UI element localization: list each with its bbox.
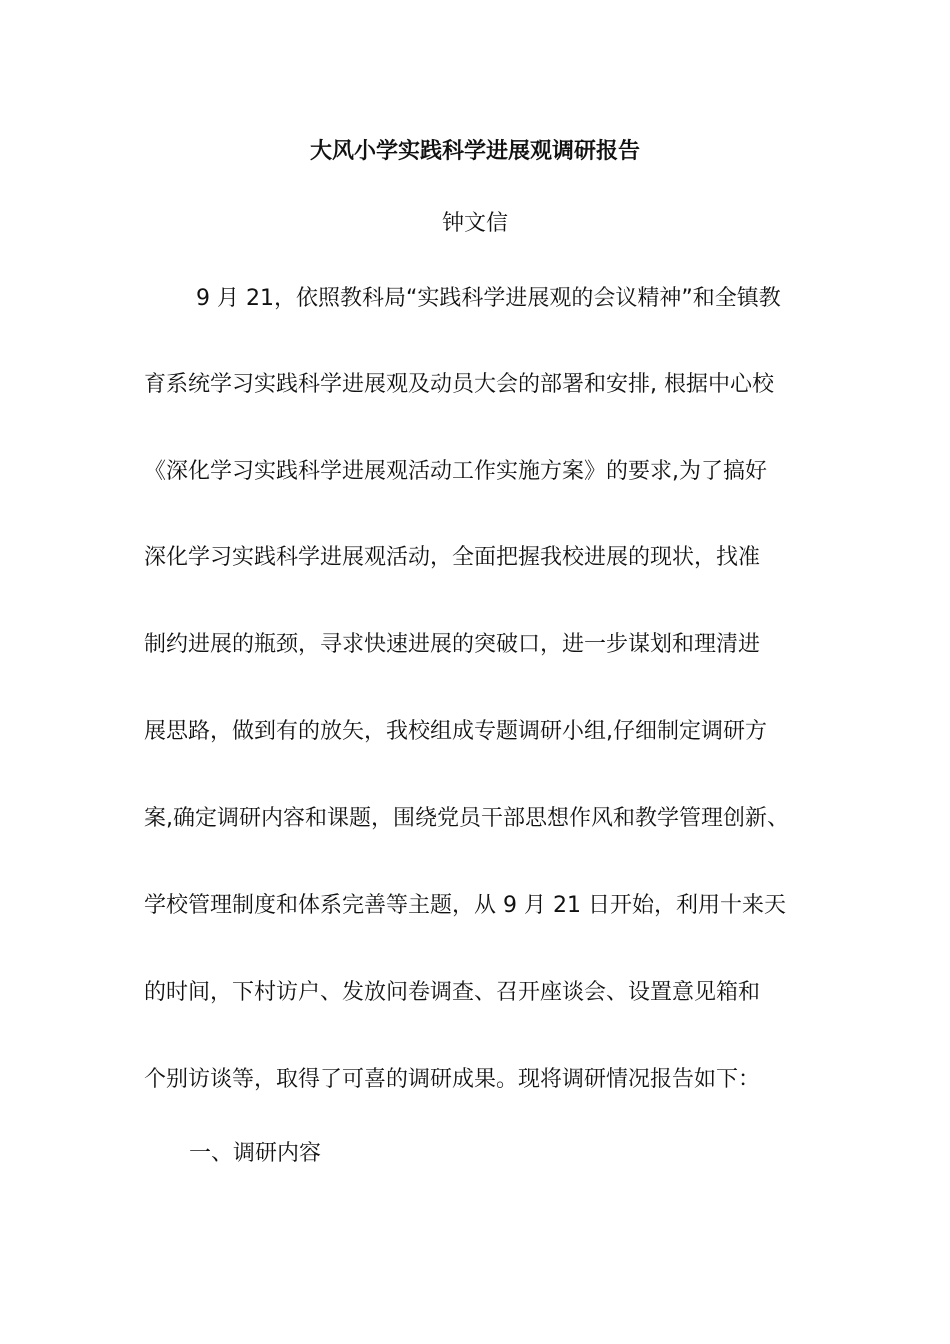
paragraph-line: 育系统学习实践科学进展观及动员大会的部署和安排, 根据中心校: [144, 372, 774, 397]
paragraph-line: 的时间，下村访户、发放问卷调查、召开座谈会、设置意见箱和: [144, 980, 761, 1005]
paragraph-line: 9 月 21，依照教科局“实践科学进展观的会议精神”和全镇教: [196, 286, 781, 311]
paragraph-line: 个别访谈等，取得了可喜的调研成果。现将调研情况报告如下：: [144, 1067, 761, 1092]
section-heading: 一、调研内容: [189, 1141, 322, 1166]
paragraph-line: 《深化学习实践科学进展观活动工作实施方案》的要求,为了搞好: [144, 459, 767, 484]
paragraph-line: 展思路，做到有的放矢，我校组成专题调研小组,仔细制定调研方: [144, 719, 767, 744]
document-title: 大风小学实践科学进展观调研报告: [309, 139, 640, 164]
paragraph-line: 学校管理制度和体系完善等主题，从 9 月 21 日开始，利用十来天: [144, 893, 786, 918]
paragraph-line: 案,确定调研内容和课题，围绕党员干部思想作风和教学管理创新、: [144, 806, 789, 831]
paragraph-line: 深化学习实践科学进展观活动，全面把握我校进展的现状，找准: [144, 545, 761, 570]
paragraph-line: 制约进展的瓶颈，寻求快速进展的突破口，进一步谋划和理清进: [144, 632, 761, 657]
document-author: 钟文信: [441, 211, 508, 236]
